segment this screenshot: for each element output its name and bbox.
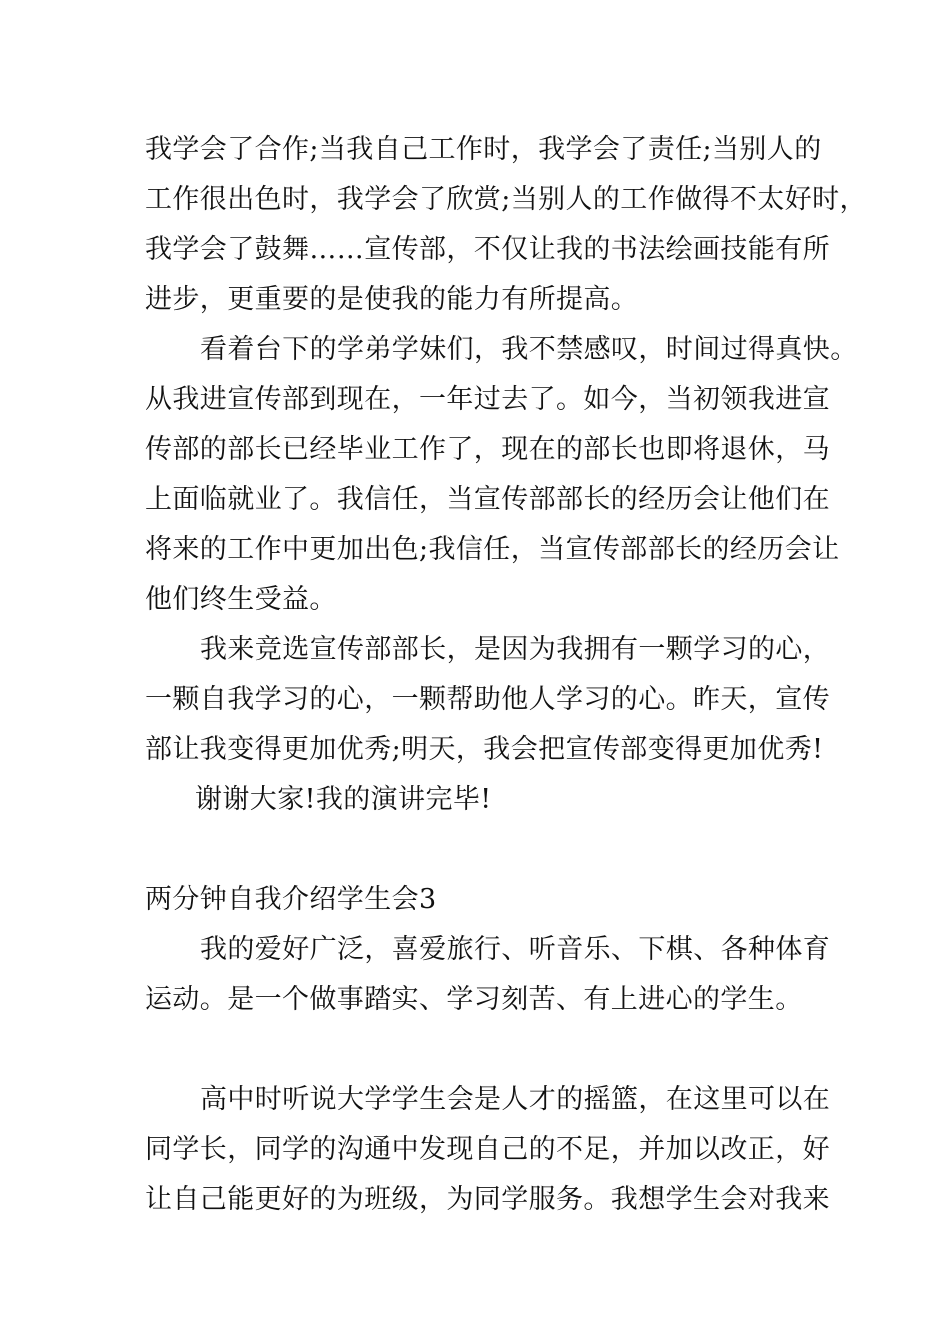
text-line: 运动。是一个做事踏实、学习刻苦、有上进心的学生。 (145, 984, 803, 1015)
paragraph-first-line: 我来竞选宣传部部长，是因为我拥有一颗学习的心， (200, 634, 831, 665)
text-line: 让自己能更好的为班级，为同学服务。我想学生会对我来 (145, 1184, 830, 1215)
text-line: 部让我变得更加优秀;明天，我会把宣传部变得更加优秀! (145, 734, 824, 765)
text-line: 我学会了鼓舞……宣传部，不仅让我的书法绘画技能有所 (145, 234, 830, 265)
text-line: 我学会了合作;当我自己工作时，我学会了责任;当别人的 (145, 134, 822, 165)
text-line: 进步，更重要的是使我的能力有所提高。 (145, 284, 639, 315)
text-line: 他们终生受益。 (145, 584, 337, 615)
text-line: 将来的工作中更加出色;我信任，当宣传部部长的经历会让 (145, 534, 840, 565)
text-line: 从我进宣传部到现在，一年过去了。如今，当初领我进宣 (145, 384, 830, 415)
text-line: 工作很出色时，我学会了欣赏;当别人的工作做得不太好时， (145, 184, 867, 215)
paragraph-first-line: 高中时听说大学学生会是人才的摇篮，在这里可以在 (200, 1084, 831, 1115)
text-line: 传部的部长已经毕业工作了，现在的部长也即将退休，马 (145, 434, 830, 465)
text-line: 上面临就业了。我信任，当宣传部部长的经历会让他们在 (145, 484, 830, 515)
paragraph-first-line: 看着台下的学弟学妹们，我不禁感叹，时间过得真快。 (200, 334, 858, 365)
section-heading: 两分钟自我介绍学生会3 (145, 884, 437, 915)
closing-line: 谢谢大家!我的演讲完毕! (195, 784, 492, 815)
text-line: 同学长，同学的沟通中发现自己的不足，并加以改正，好 (145, 1134, 830, 1165)
text-line: 一颗自我学习的心，一颗帮助他人学习的心。昨天，宣传 (145, 684, 830, 715)
paragraph-first-line: 我的爱好广泛，喜爱旅行、听音乐、下棋、各种体育 (200, 934, 831, 965)
